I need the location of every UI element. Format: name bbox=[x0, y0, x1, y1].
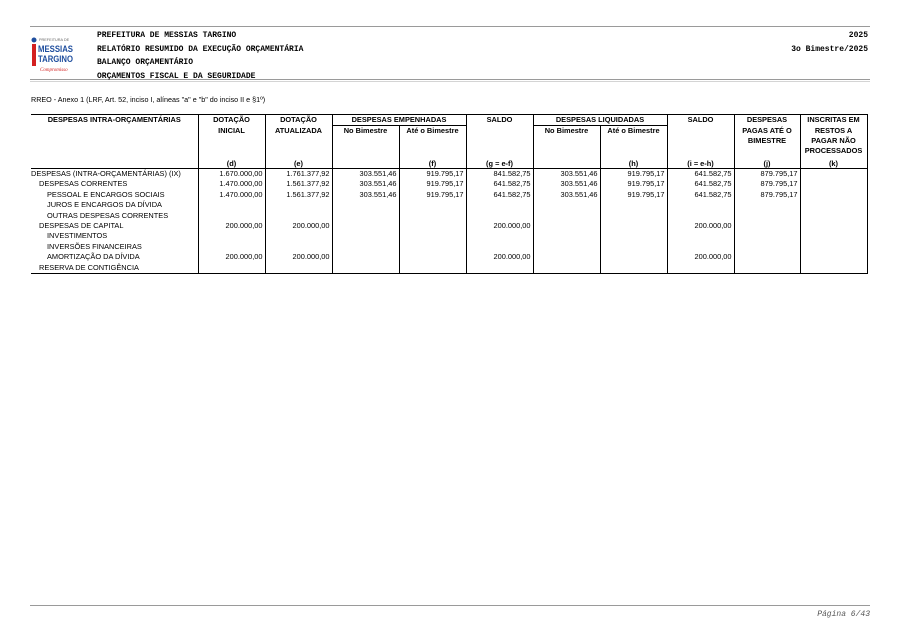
cell: 641.582,75 bbox=[667, 190, 734, 200]
cell bbox=[399, 200, 466, 210]
cell bbox=[600, 252, 667, 262]
cell bbox=[399, 252, 466, 262]
municipality-logo bbox=[31, 34, 75, 74]
cell bbox=[667, 231, 734, 241]
report-period bbox=[791, 29, 868, 56]
col-header-dotacao-inicial-1: DOTAÇÃO bbox=[198, 115, 265, 126]
cell: 1.470.000,00 bbox=[198, 179, 265, 189]
subheader-emp-ate-bimestre: Até o Bimestre bbox=[399, 126, 466, 137]
logo-tagline: Compromisso bbox=[40, 68, 68, 73]
cell bbox=[198, 231, 265, 241]
cell bbox=[734, 263, 800, 274]
header-top-rule bbox=[30, 26, 870, 27]
report-scope: ORÇAMENTOS FISCAL E DA SEGURIDADE bbox=[97, 71, 256, 81]
page-number: Página 6/43 bbox=[817, 610, 870, 619]
cell bbox=[800, 221, 867, 231]
col-header-restos-1: INSCRITAS EM bbox=[800, 115, 867, 126]
cell bbox=[332, 221, 399, 231]
table-row bbox=[31, 211, 867, 221]
cell bbox=[198, 211, 265, 221]
logo-dot bbox=[32, 38, 37, 43]
ref-i: (i = e-h) bbox=[667, 158, 734, 169]
cell bbox=[533, 252, 600, 262]
cell: 303.551,46 bbox=[533, 179, 600, 189]
cell bbox=[332, 252, 399, 262]
cell bbox=[734, 242, 800, 252]
cell: 919.795,17 bbox=[399, 179, 466, 189]
cell bbox=[533, 200, 600, 210]
ref-e: (e) bbox=[265, 158, 332, 169]
cell bbox=[800, 263, 867, 274]
col-header-dotacao-inicial-2: INICIAL bbox=[198, 126, 265, 137]
cell bbox=[265, 200, 332, 210]
row-label: PESSOAL E ENCARGOS SOCIAIS bbox=[31, 190, 198, 200]
logo-red-bar bbox=[32, 44, 36, 66]
cell bbox=[198, 263, 265, 274]
row-label: JUROS E ENCARGOS DA DÍVIDA bbox=[31, 200, 198, 210]
cell: 200.000,00 bbox=[466, 221, 533, 231]
cell bbox=[265, 263, 332, 274]
table-row bbox=[31, 169, 867, 180]
cell bbox=[332, 231, 399, 241]
cell bbox=[734, 231, 800, 241]
cell bbox=[265, 242, 332, 252]
cell bbox=[800, 190, 867, 200]
cell bbox=[800, 200, 867, 210]
ref-k: (k) bbox=[800, 158, 867, 169]
group-header-liquidadas: DESPESAS LIQUIDADAS bbox=[533, 115, 667, 126]
cell bbox=[533, 263, 600, 274]
cell bbox=[800, 242, 867, 252]
ref-g: (g = e-f) bbox=[466, 158, 533, 169]
cell bbox=[265, 231, 332, 241]
cell bbox=[265, 211, 332, 221]
cell bbox=[198, 200, 265, 210]
cell: 919.795,17 bbox=[600, 169, 667, 180]
col-header-restos-3: PAGAR NÃO bbox=[811, 136, 856, 145]
report-title: RELATÓRIO RESUMIDO DA EXECUÇÃO ORÇAMENTÁRIA bbox=[97, 44, 304, 54]
cell: 200.000,00 bbox=[198, 221, 265, 231]
cell bbox=[399, 263, 466, 274]
report-subtitle: BALANÇO ORÇAMENTÁRIO bbox=[97, 58, 194, 68]
cell bbox=[466, 231, 533, 241]
subheader-liq-ate-bimestre: Até o Bimestre bbox=[600, 126, 667, 137]
row-label: INVESTIMENTOS bbox=[31, 231, 198, 241]
ref-f: (f) bbox=[399, 158, 466, 169]
cell bbox=[332, 211, 399, 221]
subheader-liq-no-bimestre: No Bimestre bbox=[533, 126, 600, 137]
cell bbox=[800, 211, 867, 221]
logo-line1: MESSIAS bbox=[38, 44, 73, 54]
table-row bbox=[31, 179, 867, 189]
group-header-empenhadas: DESPESAS EMPENHADAS bbox=[332, 115, 466, 126]
cell bbox=[399, 231, 466, 241]
row-label: INVERSÕES FINANCEIRAS bbox=[31, 242, 198, 252]
table-body bbox=[31, 169, 867, 274]
row-label: DESPESAS DE CAPITAL bbox=[31, 221, 198, 231]
logo-top-text: PREFEITURA DE bbox=[39, 38, 70, 42]
cell bbox=[332, 200, 399, 210]
cell: 303.551,46 bbox=[332, 179, 399, 189]
cell bbox=[466, 242, 533, 252]
report-header bbox=[97, 29, 303, 83]
col-header-pagas-3: BIMESTRE bbox=[734, 136, 800, 158]
ref-h: (h) bbox=[600, 158, 667, 169]
cell bbox=[800, 169, 867, 180]
cell: 641.582,75 bbox=[667, 179, 734, 189]
col-header-pagas-2: PAGAS ATÉ O bbox=[734, 126, 800, 137]
cell bbox=[466, 263, 533, 274]
cell bbox=[466, 200, 533, 210]
cell bbox=[667, 200, 734, 210]
cell bbox=[734, 221, 800, 231]
row-label: OUTRAS DESPESAS CORRENTES bbox=[31, 211, 198, 221]
cell bbox=[667, 211, 734, 221]
cell bbox=[332, 263, 399, 274]
col-header-pagas-1: DESPESAS bbox=[734, 115, 800, 126]
row-label: RESERVA DE CONTIGÊNCIA bbox=[31, 263, 198, 274]
cell: 303.551,46 bbox=[533, 190, 600, 200]
intra-budget-expenses-table bbox=[31, 114, 868, 274]
cell bbox=[399, 221, 466, 231]
cell bbox=[600, 231, 667, 241]
table-row bbox=[31, 190, 867, 200]
table-row bbox=[31, 242, 867, 252]
cell bbox=[600, 200, 667, 210]
cell: 1.470.000,00 bbox=[198, 190, 265, 200]
municipality-name: PREFEITURA DE MESSIAS TARGINO bbox=[97, 31, 237, 40]
cell bbox=[800, 179, 867, 189]
cell bbox=[600, 221, 667, 231]
cell bbox=[800, 252, 867, 262]
cell: 1.561.377,92 bbox=[265, 179, 332, 189]
col-header-restos-2: RESTOS A bbox=[800, 126, 867, 137]
cell: 641.582,75 bbox=[466, 179, 533, 189]
cell bbox=[533, 242, 600, 252]
cell bbox=[734, 252, 800, 262]
cell: 200.000,00 bbox=[198, 252, 265, 262]
cell: 200.000,00 bbox=[466, 252, 533, 262]
row-label: DESPESAS (INTRA-ORÇAMENTÁRIAS) (IX) bbox=[31, 169, 198, 180]
cell bbox=[198, 242, 265, 252]
table-row bbox=[31, 231, 867, 241]
ref-j: (j) bbox=[734, 158, 800, 169]
cell: 919.795,17 bbox=[399, 169, 466, 180]
cell bbox=[734, 200, 800, 210]
cell bbox=[600, 242, 667, 252]
col-header-saldo-liq: SALDO bbox=[667, 115, 734, 126]
row-label: AMORTIZAÇÃO DA DÍVIDA bbox=[31, 252, 198, 262]
cell: 841.582,75 bbox=[466, 169, 533, 180]
ref-d: (d) bbox=[198, 158, 265, 169]
col-header-description: DESPESAS INTRA-ORÇAMENTÁRIAS bbox=[31, 115, 198, 126]
cell: 879.795,17 bbox=[734, 190, 800, 200]
cell: 919.795,17 bbox=[399, 190, 466, 200]
cell: 919.795,17 bbox=[600, 179, 667, 189]
cell: 919.795,17 bbox=[600, 190, 667, 200]
cell: 1.561.377,92 bbox=[265, 190, 332, 200]
cell: 200.000,00 bbox=[667, 221, 734, 231]
cell bbox=[533, 221, 600, 231]
cell bbox=[600, 211, 667, 221]
cell: 879.795,17 bbox=[734, 179, 800, 189]
cell bbox=[533, 231, 600, 241]
cell bbox=[600, 263, 667, 274]
table-row bbox=[31, 252, 867, 262]
cell bbox=[800, 231, 867, 241]
cell: 200.000,00 bbox=[265, 221, 332, 231]
cell: 1.670.000,00 bbox=[198, 169, 265, 180]
cell: 303.551,46 bbox=[332, 190, 399, 200]
footer-rule bbox=[30, 605, 870, 606]
table-row bbox=[31, 221, 867, 231]
col-header-restos-4: PROCESSADOS bbox=[804, 145, 863, 155]
report-bimester: 3o Bimestre/2025 bbox=[791, 44, 868, 54]
cell: 303.551,46 bbox=[332, 169, 399, 180]
report-year: 2025 bbox=[848, 31, 868, 40]
cell bbox=[667, 263, 734, 274]
cell bbox=[466, 211, 533, 221]
cell: 1.761.377,92 bbox=[265, 169, 332, 180]
subheader-emp-no-bimestre: No Bimestre bbox=[332, 126, 399, 137]
cell bbox=[734, 211, 800, 221]
cell bbox=[399, 242, 466, 252]
col-header-dotacao-atualizada-2: ATUALIZADA bbox=[265, 126, 332, 137]
cell bbox=[399, 211, 466, 221]
cell: 200.000,00 bbox=[667, 252, 734, 262]
row-label: DESPESAS CORRENTES bbox=[31, 179, 198, 189]
cell: 641.582,75 bbox=[466, 190, 533, 200]
cell bbox=[667, 242, 734, 252]
table-row bbox=[31, 263, 867, 274]
cell bbox=[533, 211, 600, 221]
cell: 879.795,17 bbox=[734, 169, 800, 180]
cell: 641.582,75 bbox=[667, 169, 734, 180]
cell bbox=[332, 242, 399, 252]
col-header-saldo-emp: SALDO bbox=[466, 115, 533, 126]
logo-line2: TARGINO bbox=[38, 54, 73, 64]
cell: 200.000,00 bbox=[265, 252, 332, 262]
annex-title: RREO - Anexo 1 (LRF, Art. 52, inciso I, alíneas "a" e "b" do inciso II e §1º) bbox=[31, 95, 266, 104]
col-header-dotacao-atualizada-1: DOTAÇÃO bbox=[265, 115, 332, 126]
table-row bbox=[31, 200, 867, 210]
cell: 303.551,46 bbox=[533, 169, 600, 180]
